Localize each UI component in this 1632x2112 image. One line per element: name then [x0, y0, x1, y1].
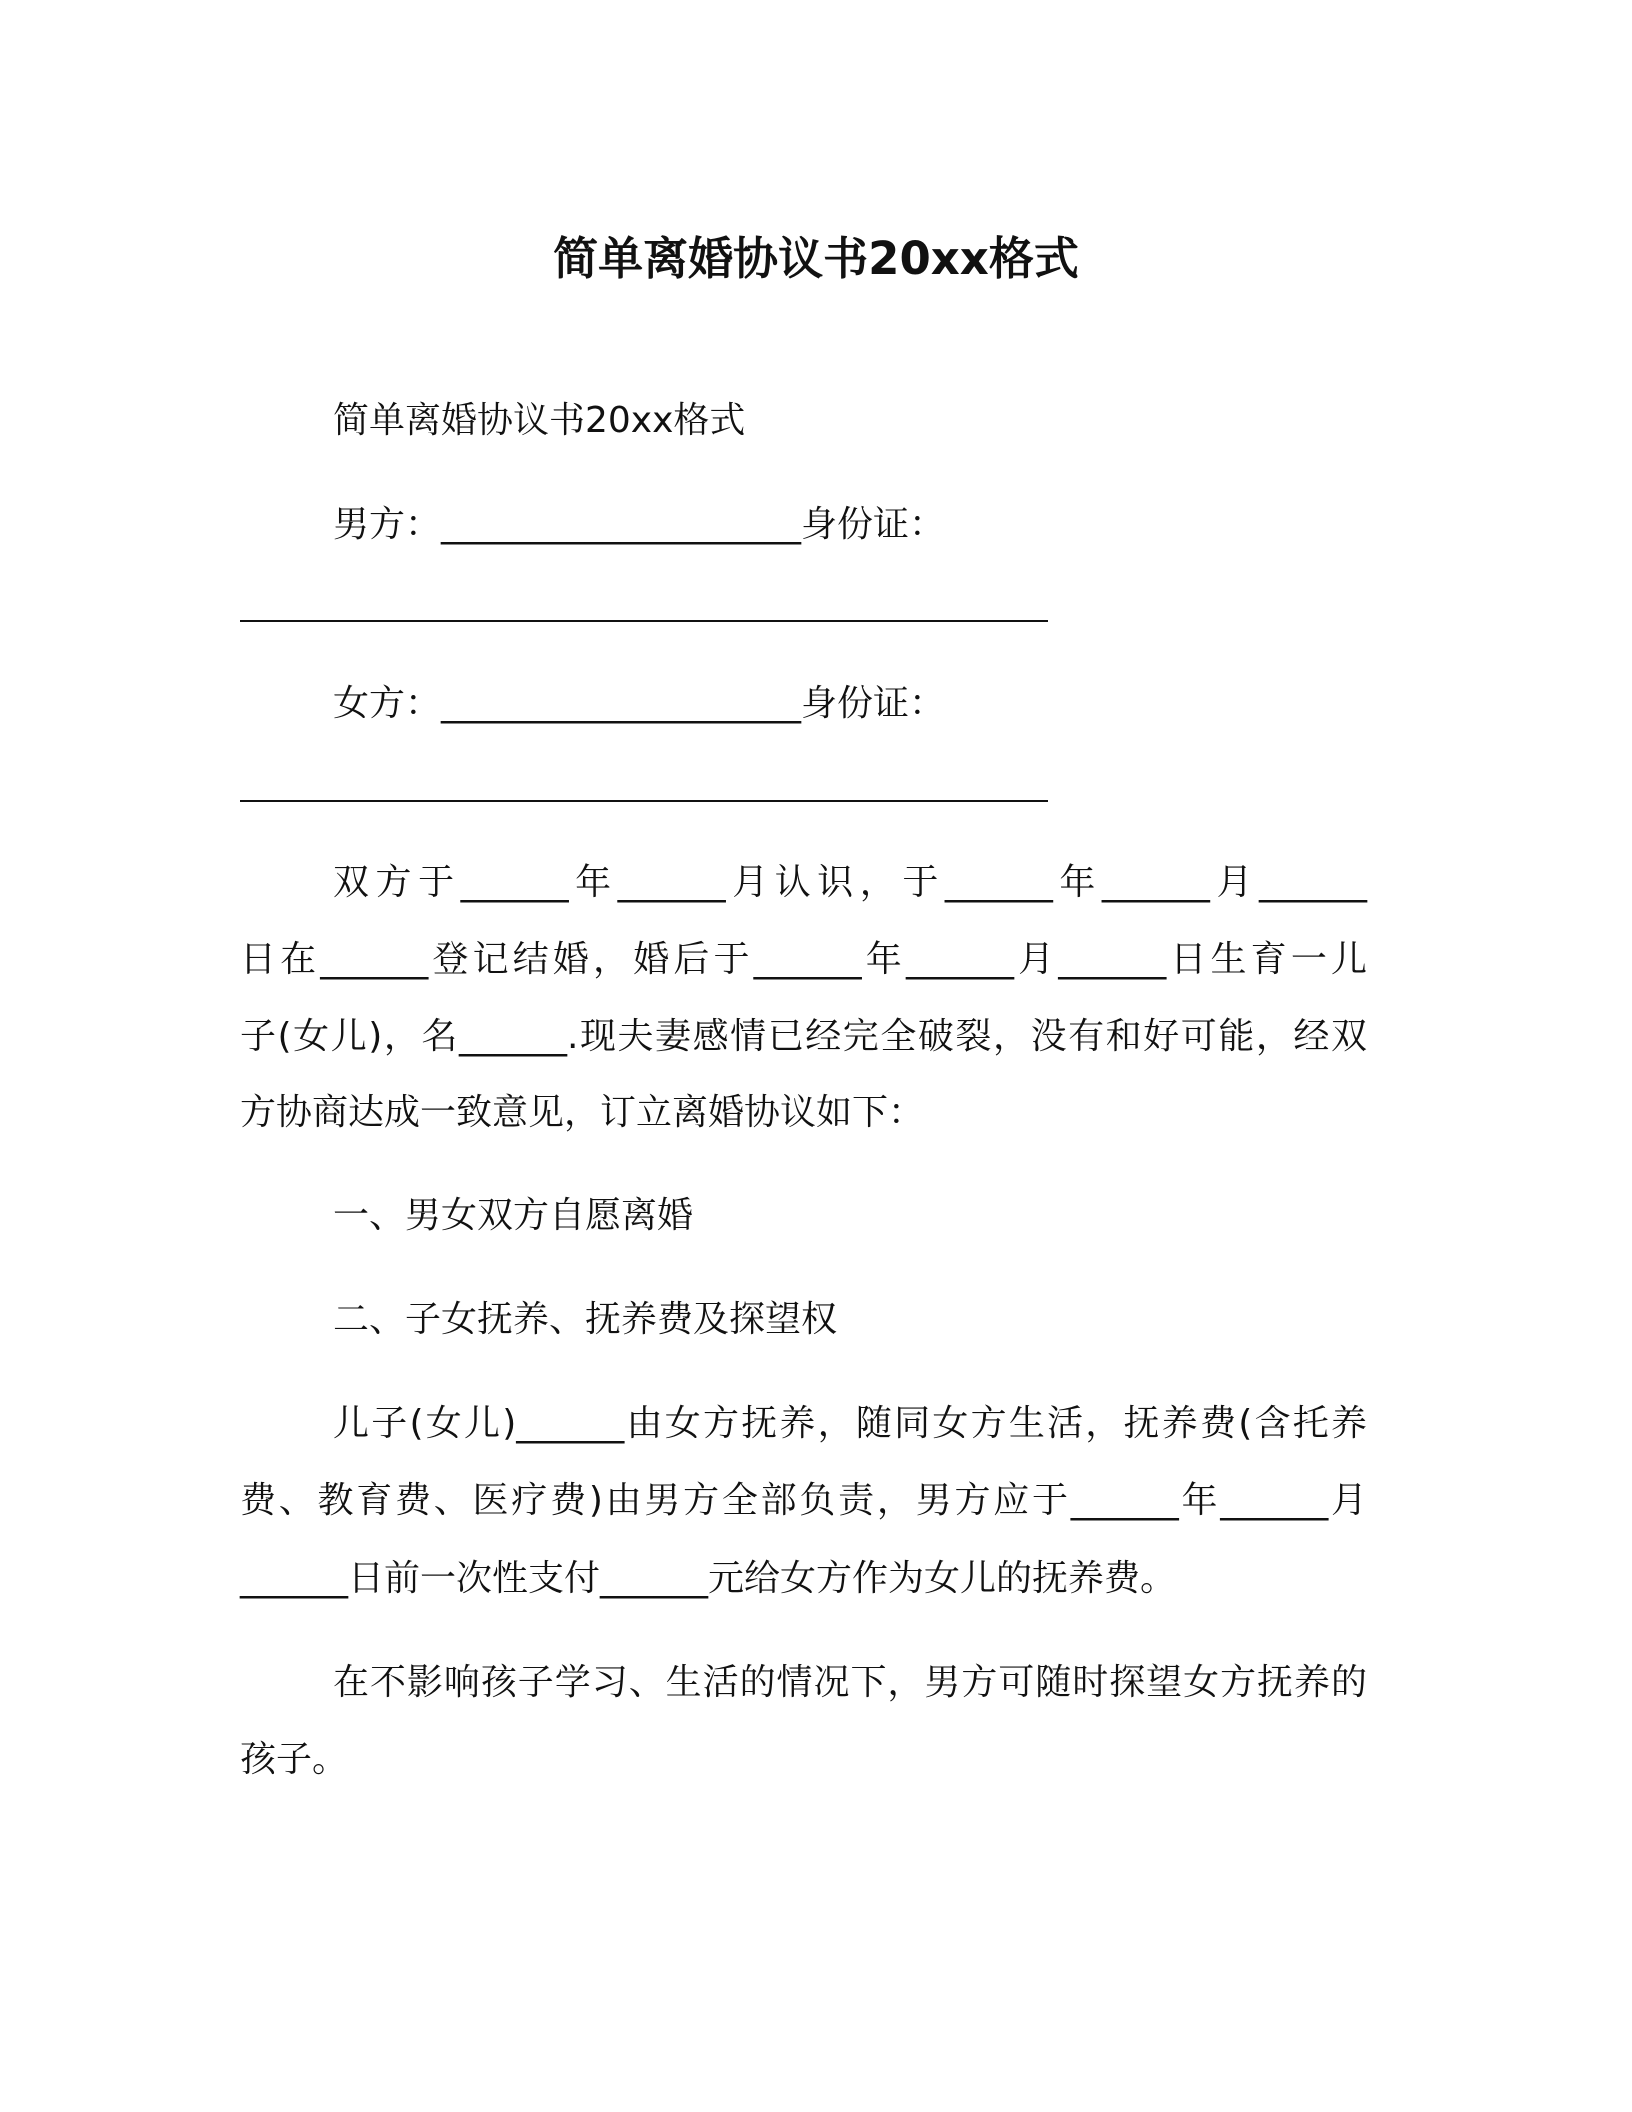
visitation-line-2: 孩子。	[240, 1739, 349, 1780]
intro-line-3: 子(女儿)，名______.现夫妻感情已经完全破裂，没有和好可能，经双	[240, 1016, 1367, 1057]
female-party-line: 女方：____________________身份证：	[333, 683, 946, 724]
intro-line-2: 日在______登记结婚，婚后于______年______月______日生育一儿	[240, 939, 1367, 980]
document-subtitle: 简单离婚协议书20xx格式	[333, 400, 746, 441]
custody-line-1: 儿子(女儿)______由女方抚养，随同女方生活，抚养费(含托养	[333, 1403, 1367, 1444]
custody-line-3: ______日前一次性支付______元给女方作为女儿的抚养费。	[240, 1558, 1177, 1599]
intro-line-1: 双方于______年______月认识，于______年______月______	[333, 862, 1367, 903]
visitation-line-1: 在不影响孩子学习、生活的情况下，男方可随时探望女方抚养的	[333, 1662, 1367, 1703]
male-party-line: 男方：____________________身份证：	[333, 504, 946, 545]
section-1-heading: 一、男女双方自愿离婚	[333, 1195, 694, 1236]
male-id-blank-line	[240, 620, 1048, 622]
document-title: 简单离婚协议书20xx格式	[553, 232, 1079, 285]
section-2-heading: 二、子女抚养、抚养费及探望权	[333, 1299, 838, 1340]
custody-line-2: 费、教育费、医疗费)由男方全部负责，男方应于______年______月	[240, 1480, 1367, 1521]
female-id-blank-line	[240, 800, 1048, 802]
intro-line-4: 方协商达成一致意见，订立离婚协议如下：	[240, 1092, 925, 1133]
